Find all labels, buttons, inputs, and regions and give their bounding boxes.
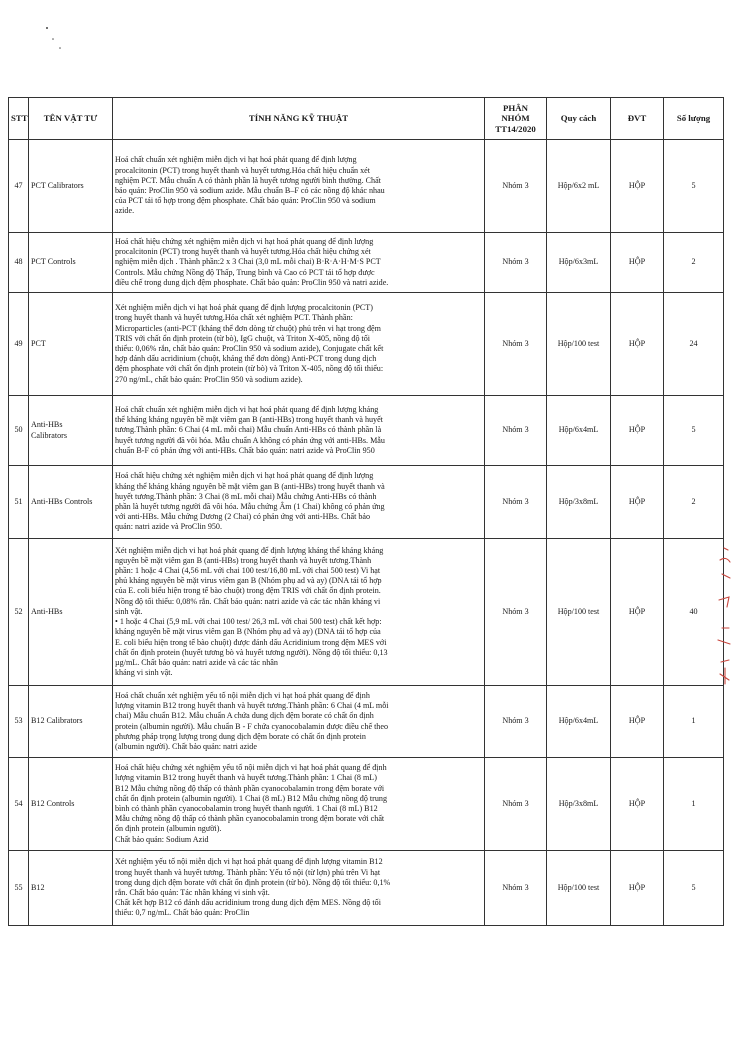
spec-line: E. coli biểu hiện trong tế bào chuột) được đánh dấu Acridinium trong đệm MES với (115, 637, 387, 647)
cell-name-line: Anti-HBs Controls (31, 496, 93, 506)
cell-name (29, 758, 113, 851)
spec-line: chất ổn định protein (albumin người). 1 Chai (8 mL) B12 Mẫu chứng nồng độ trung (115, 793, 388, 803)
spec-line: TRIS với chất ổn định protein (từ bò), IgG chuột, và Triton X-405, nồng độ tối (115, 333, 371, 343)
spec-line: Hoá chất chuẩn xét nghiệm yếu tố nội miễn dịch vi hạt hoá phát quang để định (115, 690, 370, 700)
header-group-line: TT14/2020 (495, 123, 536, 134)
spec-line: phần: 1 hoặc 4 Chai (4,56 mL với chai 100 test/16,80 mL với chai 500 test) Vi hạt (115, 566, 381, 576)
cell-stt: 54 (9, 758, 29, 851)
table-row (9, 466, 724, 539)
spec-line: điều chế trong dung dịch đệm phosphate. Chất bảo quản: ProClin 950 và natri azide. (115, 277, 389, 287)
cell-spec (113, 686, 485, 758)
spec-line: phương pháp trọng lượng trong dung dịch đệm borate có chất ổn định protein (115, 731, 366, 741)
spec-line: Xét nghiệm miễn dịch vi hạt hoá phát quang để định lượng procalcitonin (PCT) (115, 303, 373, 313)
table-row (9, 233, 724, 293)
spec-line: azide. (115, 206, 135, 216)
cell-name (29, 686, 113, 758)
cell-unit: HỘP (611, 293, 664, 396)
cell-group: Nhóm 3 (485, 233, 547, 293)
header-spec: TÍNH NĂNG KỸ THUẬT (113, 98, 485, 140)
spec-line: trong huyết thanh và huyết tương.Hóa chất xét nghiệm PCT. Thành phần: (115, 313, 353, 323)
cell-pack: Hộp/3x8mL (547, 758, 611, 851)
spec-line: thể kháng kháng nguyên bề mặt viêm gan B (anti-HBs) trong huyết thanh và huyết (115, 415, 383, 425)
cell-name (29, 396, 113, 466)
cell-pack: Hộp/100 test (547, 293, 611, 396)
header-unit: ĐVT (611, 98, 664, 140)
header-group-line: NHÓM (501, 113, 530, 124)
header-name: TÊN VẬT TƯ (29, 98, 113, 140)
cell-pack: Hộp/6x4mL (547, 396, 611, 466)
spec-line: thiểu: 0,06% rắn, chất bảo quản: ProClin 950 và sodium azide), Conjugate chất kết (115, 344, 384, 353)
header-group-line: PHÂN (503, 102, 528, 113)
cell-qty: 40 (664, 539, 724, 686)
header-group (485, 98, 547, 140)
cell-group: Nhóm 3 (485, 140, 547, 233)
cell-stt: 51 (9, 466, 29, 539)
cell-qty: 5 (664, 140, 724, 233)
cell-name (29, 851, 113, 926)
spec-line: Hoá chất hiệu chứng xét nghiệm miễn dịch vi hạt hoá phát quang để định lượng (115, 471, 374, 481)
cell-name-line: Calibrators (31, 430, 67, 440)
cell-qty: 24 (664, 293, 724, 396)
cell-pack: Hộp/6x2 mL (547, 140, 611, 233)
table-header-row (9, 98, 724, 140)
spec-line: lượng vitamin B12 trong huyết thanh và huyết tương.Thành phần: 6 Chai (4 mL mỗi (115, 701, 389, 711)
cell-qty: 2 (664, 466, 724, 539)
cell-stt: 53 (9, 686, 29, 758)
cell-name (29, 140, 113, 233)
cell-group: Nhóm 3 (485, 851, 547, 926)
spec-line: 270 ng/mL, chất bảo quản: ProClin 950 và sodium azide). (115, 374, 303, 384)
spec-line: procalcitonin (PCT) trong huyết thanh và huyết tương.Hóa chất hiệu chứng xét (115, 247, 371, 257)
cell-spec (113, 539, 485, 686)
spec-line: Chất kết hợp B12 có đánh dấu acridinium trong dung dịch đệm MES. Nồng độ tối (115, 898, 381, 908)
spec-line: Controls. Mẫu chứng Nồng độ Thấp, Trung bình và Cao có PCT tái tổ hợp được (115, 267, 375, 277)
cell-stt: 50 (9, 396, 29, 466)
table-row (9, 293, 724, 396)
spec-line: Mẫu chứng nồng độ thấp có thành phần cyanocobalamin trong đệm borate với chất (115, 814, 385, 824)
spec-line: Xét nghiệm yếu tố nội miễn dịch vi hạt hoá phát quang để định lượng vitamin B12 (115, 857, 383, 867)
cell-group: Nhóm 3 (485, 686, 547, 758)
cell-spec (113, 293, 485, 396)
spec-line: kháng thể kháng kháng nguyên bề mặt viêm gan B (anti-HBs) trong huyết thanh và (115, 481, 385, 491)
cell-pack: Hộp/3x8mL (547, 466, 611, 539)
cell-unit: HỘP (611, 233, 664, 293)
cell-pack: Hộp/100 test (547, 539, 611, 686)
table-row (9, 396, 724, 466)
cell-name-line: Anti-HBs (31, 606, 63, 616)
cell-qty: 1 (664, 758, 724, 851)
spec-line: Hoá chất chuẩn xét nghiệm miễn dịch vi hạt hoá phát quang để định lượng kháng (115, 404, 379, 414)
spec-line: protein (albumin người). Mẫu chuẩn B - F chứa cyanocobalamin được điều chế theo (115, 721, 388, 731)
cell-name-line: B12 Calibrators (31, 716, 83, 726)
cell-name (29, 233, 113, 293)
spec-line: procalcitonin (PCT) trong huyết thanh và huyết tương.Hóa chất hiệu chuẩn xét (115, 165, 371, 175)
spec-line: chuẩn B-F có phản ứng với anti-HBs. Chất bảo quản: natri azide và ProClin 950 (115, 445, 375, 455)
cell-spec (113, 233, 485, 293)
cell-group: Nhóm 3 (485, 396, 547, 466)
spec-line: kháng nguyên bề mặt virus viêm gan B (Nhóm phụ ad và ay) (DNA tái tổ hợp của (115, 627, 381, 637)
cell-unit: HỘP (611, 140, 664, 233)
cell-unit: HỘP (611, 396, 664, 466)
header-qty: Số lượng (664, 98, 724, 140)
cell-stt: 49 (9, 293, 29, 396)
spec-line: lượng vitamin B12 trong huyết thanh và huyết tương.Thành phần: 1 Chai (8 mL) (115, 773, 377, 783)
cell-unit: HỘP (611, 686, 664, 758)
spec-line: chai) Mẫu chuẩn B12. Mẫu chuẩn A chứa dung dịch đệm borate có chất ổn định (115, 711, 374, 721)
table-row (9, 539, 724, 686)
cell-stt: 52 (9, 539, 29, 686)
spec-line: tương.Thành phần: 6 Chai (4 mL mỗi chai) Mẫu chuẩn Anti-HBs có thành phần là (115, 425, 382, 435)
table-row (9, 758, 724, 851)
spec-line: Microparticles (anti-PCT (kháng thể đơn dòng từ chuột) phủ trên vi hạt trong đệm (115, 323, 381, 333)
scan-specks (0, 0, 80, 60)
spec-line: Nồng độ tối thiểu: 0,08% rắn. Chất bảo quản: natri azide và các tác nhân kháng vi (115, 596, 381, 606)
spec-line: với anti-HBs. Mẫu chứng Dương (2 Chai) có phản ứng với anti-HBs. Chất bảo (115, 512, 371, 522)
spec-line: rắn. Chất bảo quản: Tác nhân kháng vi sinh vật. (115, 888, 270, 897)
cell-pack: Hộp/6x3mL (547, 233, 611, 293)
cell-qty: 5 (664, 851, 724, 926)
header-pack: Quy cách (547, 98, 611, 140)
spec-line: trong dung dịch đệm borate với chất ổn định protein (từ bò). Nồng độ tối thiểu: 0,1% (115, 877, 391, 887)
spec-line: chất ổn định protein (huyết tương bò và huyết tương người). Nồng độ tối thiểu: 0,13 (115, 647, 388, 657)
red-stamp-mark (706, 540, 736, 690)
cell-stt: 48 (9, 233, 29, 293)
spec-line: phần là huyết tương người đã vôi hóa. Mẫu chứng Âm (1 Chai) không có phản ứng (115, 502, 385, 511)
cell-unit: HỘP (611, 466, 664, 539)
cell-spec (113, 758, 485, 851)
cell-name-line: Anti-HBs (31, 420, 63, 430)
cell-qty: 5 (664, 396, 724, 466)
table-row (9, 140, 724, 233)
spec-line: ổn định protein (albumin người). (115, 824, 222, 834)
table-row (9, 686, 724, 758)
spec-line: hợp đánh dấu acridinium (chuột, kháng thể đơn dòng) Anti-PCT trong dung dịch (115, 354, 377, 364)
spec-line: Hoá chất hiệu chứng xét nghiệm yếu tố nội miễn dịch vi hạt hoá phát quang để định (115, 763, 387, 773)
spec-line: quản: natri azide và ProClin 950. (115, 522, 222, 532)
cell-stt: 55 (9, 851, 29, 926)
spec-line: bình có thành phần cyanocobalamin trong huyết thanh người. 1 Chai (8 mL) B12 (115, 804, 378, 813)
spec-line: huyết tương.Thành phần: 3 Chai (8 mL mỗi chai) Mẫu chứng Anti-HBs có thành (115, 491, 377, 501)
cell-name-line: B12 (31, 882, 45, 892)
cell-group: Nhóm 3 (485, 539, 547, 686)
cell-spec (113, 396, 485, 466)
cell-unit: HỘP (611, 758, 664, 851)
spec-line: Hoá chất chuẩn xét nghiệm miễn dịch vi hạt hoá phát quang để định lượng (115, 155, 357, 165)
spec-line: đệm phosphate với chất ổn định protein (từ bò) và Triton X-405, nồng độ tối thiểu: (115, 364, 384, 374)
cell-pack: Hộp/100 test (547, 851, 611, 926)
cell-stt: 47 (9, 140, 29, 233)
spec-line: của PCT tái tổ hợp trong đệm phosphate. Chất bảo quản: ProClin 950 và sodium (115, 196, 376, 206)
spec-line: • 1 hoặc 4 Chai (5,9 mL với chai 100 test/ 26,3 mL với chai 500 test) chất kết hợp: (115, 617, 382, 627)
spec-line: kháng vi sinh vật. (115, 668, 173, 678)
spec-line: (albumin người). Chất bảo quản: natri azide (115, 741, 257, 751)
cell-unit: HỘP (611, 851, 664, 926)
cell-name-line: PCT (31, 338, 46, 348)
spec-line: µg/mL. Chất bảo quản: natri azide và các tác nhân (115, 657, 278, 667)
header-stt: STT (9, 98, 29, 140)
cell-name-line: PCT Controls (31, 257, 76, 267)
cell-qty: 1 (664, 686, 724, 758)
spec-line: Xét nghiệm miễn dịch vi hạt hoá phát quang để định lượng kháng thể kháng kháng (115, 545, 384, 555)
cell-name (29, 293, 113, 396)
spec-line: nguyên bề mặt viêm gan B (anti-HBs) trong huyết thanh và huyết tương.Thành (115, 555, 372, 565)
spec-line: trong huyết thanh và huyết tương. Thành phần: Yếu tố nội (từ lợn) phủ trên Vi hạt (115, 867, 381, 877)
cell-name (29, 466, 113, 539)
spec-line: bảo quản: ProClin 950 và sodium azide. Mẫu chuẩn B–F có các nồng độ khác nhau (115, 186, 385, 195)
cell-pack: Hộp/6x4mL (547, 686, 611, 758)
cell-qty: 2 (664, 233, 724, 293)
spec-line: Chất bảo quản: Sodium Azid (115, 834, 209, 844)
spec-line: Hoá chất hiệu chứng xét nghiệm miễn dịch vi hạt hoá phát quang để định lượng (115, 236, 374, 246)
cell-spec (113, 140, 485, 233)
cell-group: Nhóm 3 (485, 466, 547, 539)
spec-line: của E. coli biểu hiện trong tế bào chuột) trong đệm TRIS với chất ổn định protein. (115, 586, 381, 596)
cell-name-line: B12 Controls (31, 798, 75, 808)
cell-group: Nhóm 3 (485, 293, 547, 396)
cell-unit: HỘP (611, 539, 664, 686)
cell-name-line: PCT Calibrators (31, 180, 84, 190)
spec-line: thiểu: 0,7 ng/mL. Chất bảo quản: ProClin (115, 908, 250, 918)
cell-group: Nhóm 3 (485, 758, 547, 851)
table-row (9, 851, 724, 926)
cell-name (29, 539, 113, 686)
supplies-table (8, 97, 724, 926)
spec-line: huyết tương người đã vôi hóa. Mẫu chuẩn A không có phản ứng với anti-HBs. Mẫu (115, 435, 385, 445)
spec-line: phủ kháng nguyên bề mặt virus viêm gan B (Nhóm phụ ad và ay) (DNA tái tổ hợp (115, 576, 382, 586)
spec-line: nghiệm PCT. Mẫu chuẩn A có thành phần là huyết tương người bình thường. Chất (115, 175, 381, 185)
spec-line: sinh vật. (115, 606, 143, 616)
cell-spec (113, 851, 485, 926)
spec-line: B12 Mẫu chứng nồng độ thấp có thành phần cyanocobalamin trong đệm borate với (115, 783, 385, 793)
spec-line: nghiệm miễn dịch . Thành phần:2 x 3 Chai (3,0 mL mỗi chai) B·R·A·H·M·S PCT (115, 257, 381, 267)
cell-spec (113, 466, 485, 539)
